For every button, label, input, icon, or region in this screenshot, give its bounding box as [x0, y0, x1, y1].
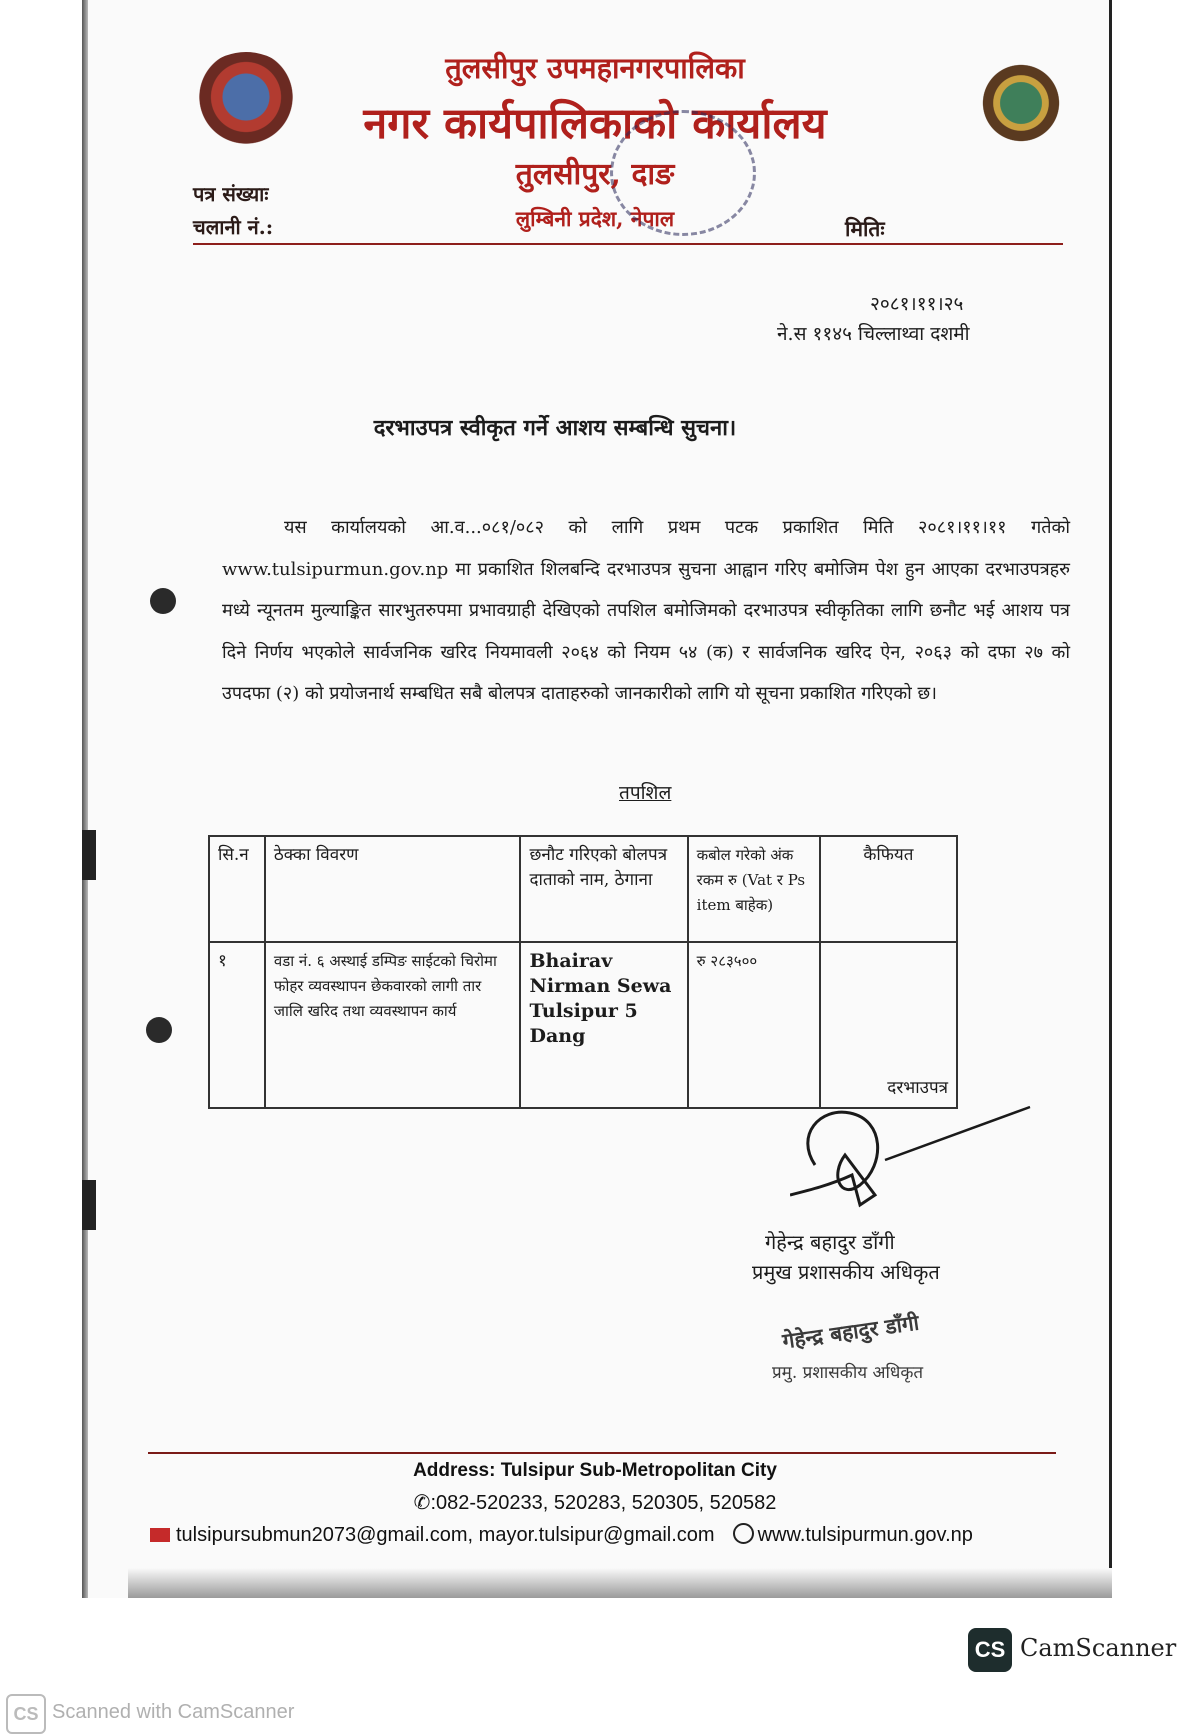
date-nepal-sambat: ने.स ११४५ चिल्लाथ्वा दशमी: [777, 323, 970, 345]
cell-remarks: दरभाउपत्र: [820, 942, 957, 1108]
punch-hole: [146, 1017, 172, 1043]
stamp-title: प्रमु. प्रशासकीय अधिकृत: [772, 1363, 924, 1383]
scanned-with-text: Scanned with CamScanner: [52, 1701, 295, 1723]
office-name: नगर कार्यपालिकाको कार्यालय: [363, 99, 827, 149]
bid-table: [208, 835, 958, 1109]
header-description: ठेक्का विवरण: [265, 836, 521, 942]
province: लुम्बिनी प्रदेश, नेपाल: [515, 206, 675, 231]
patra-sankhya-label: पत्र संख्याः: [193, 182, 269, 206]
cell-description: वडा नं. ६ अस्थाई डम्पिङ साईटको चिरोमा फोहर व्यवस्थापन छेकवारको लागी तार जालि खरिद तथा व्यवस्थापन कार्य: [265, 942, 521, 1108]
footer-emails: tulsipursubmun2073@gmail.com, mayor.tulsipur@gmail.com: [176, 1524, 715, 1546]
binding-mark: [82, 1180, 96, 1230]
signatory-name: गेहेन्द्र बहादुर डाँगी: [765, 1230, 895, 1254]
notice-subject: दरभाउपत्र स्वीकृत गर्ने आशय सम्बन्धि सुचना।: [373, 415, 737, 441]
header-divider: [193, 243, 1063, 245]
cell-amount: रु २८३५००: [688, 942, 820, 1108]
notice-body-text: यस कार्यालयको आ.व...०८१/०८२ को लागि प्रथम पटक प्रकाशित मिति २०८१।११।११ गतेको www.tulsipurmun.gov.np मा प्रकाशित शिलबन्दि दरभाउपत्र सुचना आह्वान गरिए बमोजिम पेश हुन आएका दरभाउपत्रहरु मध्ये न्यूनतम मुल्याङ्कित सारभुतरुपमा प्रभावग्राही देखिएको तपशिल बमोजिमको दरभाउपत्र स्वीकृतिका लागि छनौट भई आशय पत्र दिने निर्णय भएकोले सार्वजनिक खरिद नियमावली २०६४ को नियम ५४ (क) र सार्वजनिक खरिद ऐन, २०६३ को दफा २७ को उपदफा (२) को प्रयोजनार्थ सम्बधित सबै बोलपत्र दाताहरुको जानकारीको लागि यो सूचना प्रकाशित गरिएको छ।: [222, 517, 1070, 704]
footer-address: Address: Tulsipur Sub-Metropolitan City: [413, 1460, 777, 1481]
office-stamp: [610, 110, 756, 236]
footer-contact: [150, 1520, 1050, 1547]
header-bidder: छनौट गरिएको बोलपत्र दाताको नाम, ठेगाना: [520, 836, 687, 942]
sheet-edge: [82, 0, 88, 1598]
camscanner-name: CamScanner: [1020, 1634, 1177, 1662]
camscanner-small-logo-icon: CS: [6, 1694, 46, 1734]
table-header-row: [209, 836, 957, 942]
phone-icon: ✆: [413, 1492, 431, 1514]
camscanner-logo-icon: CS: [968, 1628, 1012, 1672]
signatory-title: प्रमुख प्रशासकीय अधिकृत: [752, 1260, 940, 1284]
globe-icon: [733, 1523, 754, 1544]
footer-phone-text: :082-520233, 520283, 520305, 520582: [430, 1492, 777, 1514]
signature: [790, 1095, 1035, 1225]
header-sn: सि.न: [209, 836, 265, 942]
binding-mark: [82, 830, 96, 880]
municipality-name: तुलसीपुर उपमहानगरपालिका: [445, 51, 745, 85]
table-row: [209, 942, 957, 1108]
notice-body: [222, 507, 1070, 715]
stamp-name: गेहेन्द्र बहादुर डाँगी: [780, 1309, 921, 1354]
date-bs: २०८१।११।२५: [870, 293, 964, 315]
footer-divider: [148, 1452, 1056, 1454]
chalani-label: चलानी नं.:: [193, 215, 274, 239]
sheet-bottom-shadow: [128, 1568, 1112, 1598]
office-location: तुलसीपुर, दाङ: [515, 157, 675, 192]
miti-label: मितिः: [845, 216, 885, 241]
footer-phone: [0, 1490, 1190, 1515]
cell-sn: १: [209, 942, 265, 1108]
header-remarks: कैफियत: [820, 836, 957, 942]
punch-hole: [150, 588, 176, 614]
table-title: तपशिल: [619, 782, 672, 804]
mail-icon: [150, 1528, 170, 1542]
footer-website: www.tulsipurmun.gov.np: [757, 1524, 973, 1546]
cell-bidder: Bhairav Nirman Sewa Tulsipur 5 Dang: [520, 942, 687, 1108]
header-amount: कबोल गरेको अंक रकम रु (Vat र Ps item बाहेक): [688, 836, 820, 942]
